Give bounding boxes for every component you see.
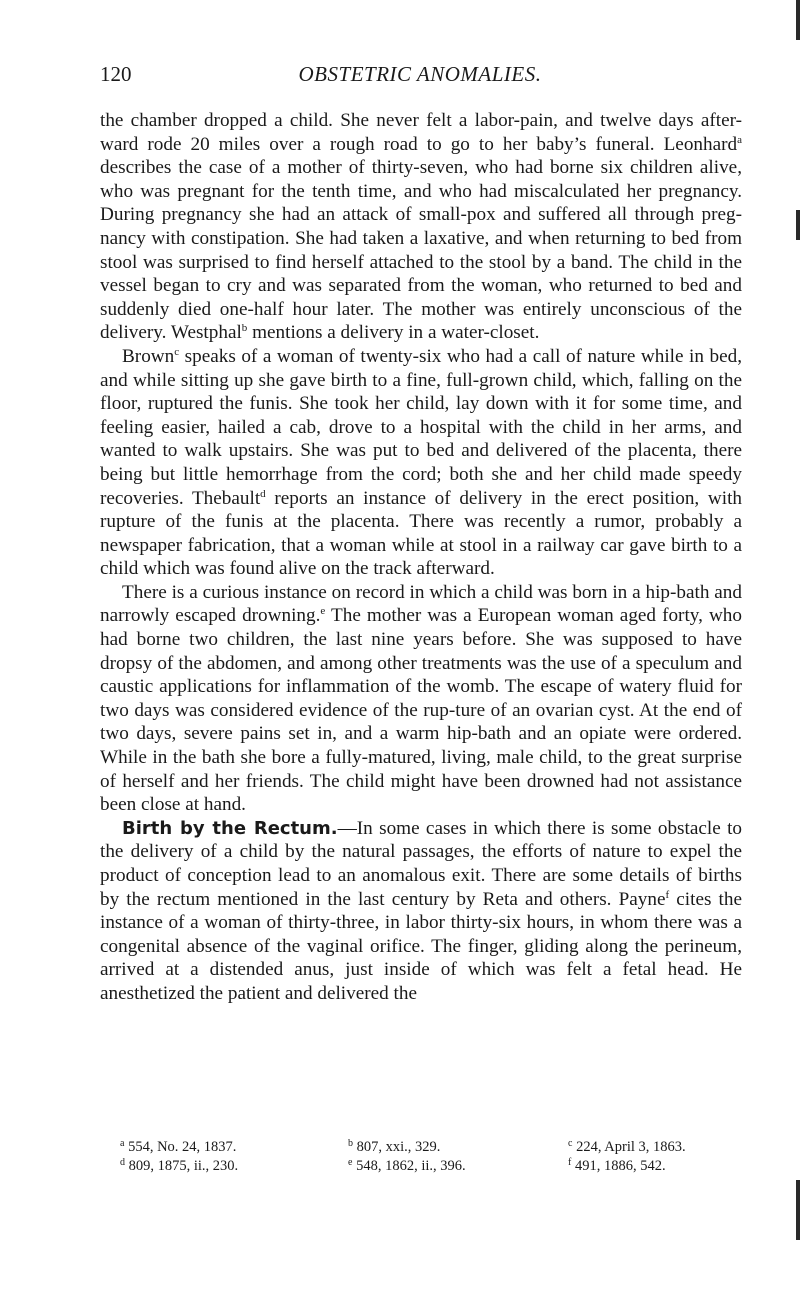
footnote-ref: c: [174, 345, 180, 358]
footnote-ref: d: [260, 487, 266, 500]
footnote-mark: e: [348, 1157, 353, 1168]
text-run: the chamber dropped a child. She never felt a labor-pain, and twelve days after-ward rode 20 miles over a rough road to go to her baby’s funeral. Leonhard: [100, 110, 742, 155]
footnote-ref: f: [665, 888, 670, 901]
footnote-row: [120, 1138, 740, 1157]
footnote-text: 807, xxi., 329.: [353, 1139, 441, 1155]
footnote: [348, 1138, 568, 1157]
footnote-ref: a: [737, 133, 742, 146]
footnote-text: 224, April 3, 1863.: [572, 1139, 686, 1155]
text-run: mentions a delivery in a water-closet.: [247, 322, 540, 344]
footnote-mark: f: [568, 1157, 572, 1168]
footnote-text: 809, 1875, ii., 230.: [125, 1158, 239, 1174]
footnote-text: 554, No. 24, 1837.: [124, 1139, 237, 1155]
body-text: [100, 109, 742, 1006]
paragraph: [100, 817, 742, 1006]
footnote: [348, 1157, 568, 1176]
footnote-mark: d: [120, 1157, 125, 1168]
page-edge-shadow: [796, 0, 800, 40]
footnote: [120, 1138, 348, 1157]
paragraph: [100, 581, 742, 817]
running-title: OBSTETRIC ANOMALIES.: [298, 62, 542, 86]
text-run: cites the instance of a woman of thirty-three, in labor thirty-six hours, in whom there was a congenital absence of the vaginal orifice. The finger, gliding along the perineum, arrived at a distended anus, just inside of which was felt a fetal head. He anesthetized the patient and delivered the: [100, 888, 742, 1004]
footnote-row: [120, 1157, 740, 1176]
footnote-mark: b: [348, 1138, 353, 1149]
text-run: describes the case of a mother of thirty-seven, who had borne six children alive, who was pregnant for the tenth time, and who had miscalculated her pregnancy. During pregnancy she had an attack of small-pox and suffered all through preg-nancy with constipation. She had taken a laxative, and when returning to bed from stool was surprised to find herself attached to the stool by a band. The child in the vessel began to cry and was separated from the woman, who returned to bed and suddenly died one-half hour later. The mother was entirely unconscious of the delivery. Westphal: [100, 157, 742, 344]
page-number: 120: [100, 62, 132, 86]
text-run: —In some cases in which there is some obstacle to the delivery of a child by the natural passages, the efforts of nature to expel the product of conception lead to an anomalous exit. There are some details of births by the rectum mentioned in the last century by Reta and others. Payne: [100, 817, 742, 910]
page-edge-shadow: [796, 210, 800, 240]
footnote-ref: e: [320, 605, 326, 618]
paragraph: [100, 345, 742, 581]
footnote: [568, 1157, 740, 1176]
footnote-text: 491, 1886, 542.: [571, 1158, 666, 1174]
paragraph: [100, 109, 742, 345]
page-header: [100, 62, 740, 92]
footnote-ref: b: [241, 322, 248, 335]
footnotes: [120, 1138, 740, 1176]
section-heading: Birth by the Rectum.: [122, 817, 338, 839]
footnote-mark: a: [120, 1138, 125, 1149]
page-edge-shadow: [796, 1180, 800, 1240]
text-run: speaks of a woman of twenty-six who had a call of nature while in bed, and while sitting up she gave birth to a fine, full-grown child, which, falling on the floor, ruptured the funis. She took her child, lay down with it for some time, and feeling easier, hailed a cab, drove to a hospital with the child in her arms, and wanted to walk upstairs. She was put to bed and delivered of the placenta, there being but little hemorrhage from the cord; both she and her child made speedy recoveries. Thebault: [100, 345, 742, 509]
text-run: reports an instance of delivery in the erect position, with rupture of the funis at the placenta. There was recently a rumor, probably a newspaper fabrication, that a woman while at stool in a railway car gave birth to a child which was found alive on the track afterward.: [100, 487, 743, 580]
text-run: Brown: [122, 345, 175, 367]
footnote-text: 548, 1862, ii., 396.: [352, 1158, 466, 1174]
text-run: The mother was a European woman aged forty, who had borne two children, the last nine years before. She was supposed to have dropsy of the abdomen, and among other treatments was the use of a speculum and caustic applications for inflammation of the womb. The escape of watery fluid for two days was considered evidence of the rup-ture of an ovarian cyst. At the end of two days, severe pains set in, and a warm hip-bath and an opiate were ordered. While in the bath she bore a fully-matured, living, male child, to the great surprise of herself and her friends. The child might have been drowned had not assistance been close at hand.: [100, 605, 742, 816]
text-run: There is a curious instance on record in which a child was born in a hip-bath and narrowly escaped drowning.: [100, 581, 742, 627]
footnote-mark: c: [568, 1138, 573, 1149]
footnote: [120, 1157, 348, 1176]
footnote: [568, 1138, 740, 1157]
